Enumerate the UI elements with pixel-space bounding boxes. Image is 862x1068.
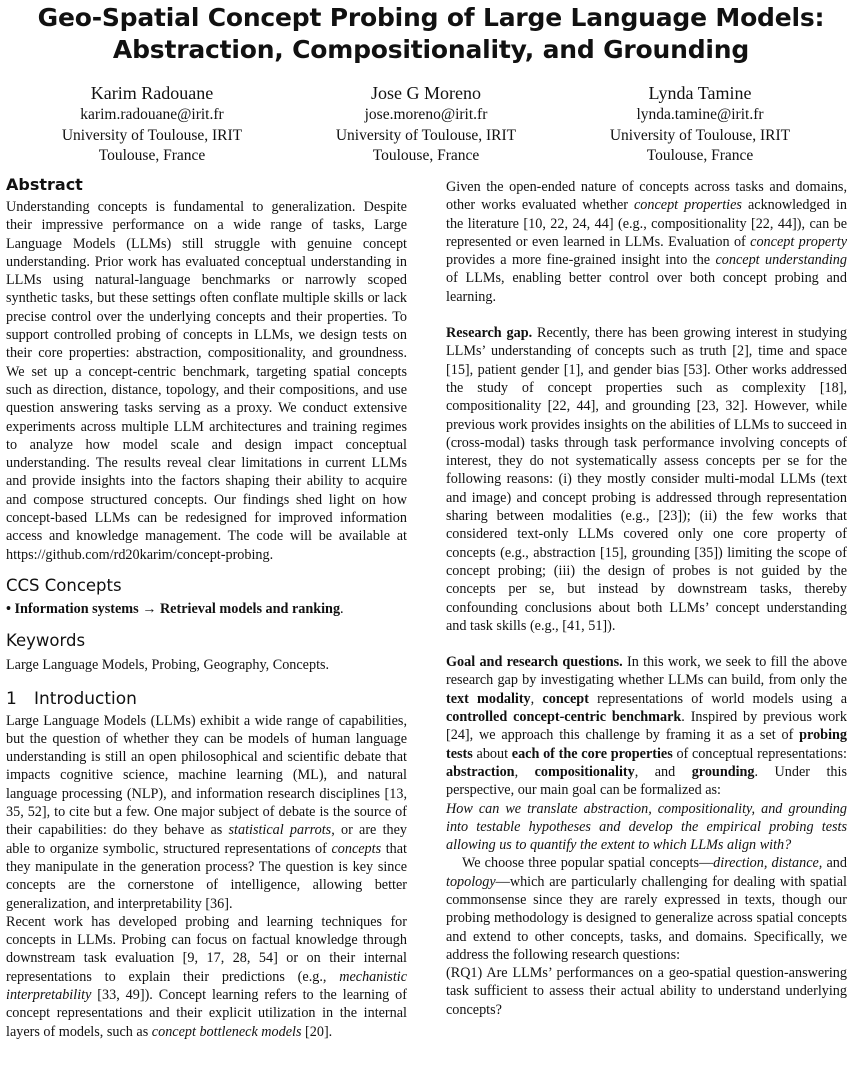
text-run: Given the open-ended nature of concepts across tasks and domains, other works evaluated whether: [446, 179, 847, 214]
right-column: [446, 178, 847, 1019]
text-run: ,: [530, 690, 543, 707]
text-run: provides a more fine-grained insight into the: [446, 252, 716, 269]
author-affiliation: University of Toulouse, IRIT: [335, 126, 517, 144]
text-run: Large Language Models (LLMs) exhibit a wide range of capabilities, but the question of whether they can be models of human language understanding is still an open philosophical and scientific debate that impacts cognitive science, machine learning (ML), and natural language processing (NLP), and information research disciplines [13, 35, 52], to cite but a few. One major subject of debate is the source of their capabilities: do they behave as: [6, 712, 407, 839]
bold-term: compositionality: [534, 763, 635, 780]
goal-heading: Goal and research questions.: [446, 654, 623, 671]
text-run: and: [822, 855, 847, 872]
text-run: , or are they able to organize symbolic, structured representations of: [6, 822, 407, 857]
intro-paragraph-1: [6, 712, 407, 913]
emphasis: concept property: [750, 233, 847, 250]
text-run: about: [472, 745, 512, 762]
keywords-text: Large Language Models, Probing, Geography, Concepts.: [6, 657, 330, 674]
section-title: Introduction: [34, 688, 137, 709]
author-name: Jose G Moreno: [371, 83, 481, 103]
text-run: acknowledged in the literature [10, 22, 24, 44] (e.g., compositionality [22, 44]), can be represented or even learned in LLMs. Evaluation of: [446, 197, 847, 250]
bold-term: probing tests: [446, 727, 847, 762]
research-gap-heading: Research gap.: [446, 325, 533, 342]
emphasis: statistical parrots: [228, 822, 332, 839]
text-run: representations of world models using a: [588, 690, 847, 707]
author-affiliation: University of Toulouse, IRIT: [609, 126, 791, 144]
emphasis: mechanistic interpretability: [6, 968, 407, 1003]
text-run: that they manipulate in the generation process? The question is key since concepts are the cornerstone of intelligence, allowing better generalization, and interpretability [36].: [6, 840, 407, 912]
ccs-period: .: [340, 600, 344, 617]
author-location: Toulouse, France: [646, 147, 754, 164]
bold-term: grounding: [691, 763, 755, 780]
right-paragraph-1: [446, 178, 847, 306]
goal-paragraph: [446, 653, 847, 799]
text-run: Recent work has developed probing and learning techniques for concepts in LLMs. Probing can focus on factual knowledge through downstream task evaluation [9, 17, 28, 54] or on their internal representations to explain their predictions (e.g.,: [6, 913, 407, 985]
emphasis: direction, distance,: [713, 855, 823, 872]
section-number: 1: [6, 688, 17, 709]
emphasis: concept understanding: [715, 252, 847, 269]
bold-term: concept: [542, 690, 589, 707]
bold-term: abstraction: [446, 763, 515, 780]
ccs-bullet: •: [6, 600, 11, 617]
text-run: of conceptual representations:: [672, 745, 848, 762]
text-run: Recently, there has been growing interest in studying LLMs’ understanding of concepts such as truth [2], time and space [15], patient gender [1], and gender bias [53]. Other works addressed the study of concept properties such as complexity [18], compositionality [22, 44], and grounding [23, 32]. However, while previous work provides insights on the abilities of LLMs to succeed in (cross-modal) tasks through task performance involving concepts of interest, they do not systematically assess concepts per se for the following reasons: (i) they mostly consider multi-modal LLMs (text and image) and concept probing is addressed through representation sharing between modalities (e.g., [23]); (ii) the few works that considered text-only LLMs covered only one core property of concepts (e.g., abstraction [15], grounding [35]) limiting the scope of concept probing; (iii) the design of probes is not guided by the concepts per se, but instead by downstream tasks, thereby confounding conclusions about both LLMs’ concept understanding and task skills (e.g., [41, 51]).: [446, 325, 847, 634]
ccs-item-information-systems: Information systems: [14, 600, 139, 617]
title-line-2: Abstraction, Compositionality, and Grounding: [112, 35, 750, 64]
author-1: [22, 82, 282, 167]
author-location: Toulouse, France: [372, 147, 480, 164]
bold-term: text modality: [446, 690, 531, 707]
author-affiliation: University of Toulouse, IRIT: [61, 126, 243, 144]
emphasis: concept bottleneck models: [151, 1023, 302, 1040]
research-gap-paragraph: [446, 324, 847, 635]
research-question-1: (RQ1) Are LLMs’ performances on a geo-spatial question-answering task sufficient to assess their actual ability to understand underlying concepts?: [446, 965, 847, 1018]
emphasis: How can we translate abstraction, compositionality, and grounding into testable hypotheses and develop the empirical probing tests allowing us to quantify the extent to which LLMs align with?: [446, 800, 847, 854]
paper-title: [0, 2, 862, 66]
title-line-1: Geo-Spatial Concept Probing of Large Language Models:: [37, 3, 825, 32]
text-run: —which are particularly challenging for dealing with spatial commonsense since they are rarely expressed in texts, though our probing methodology is designed to generalize across spatial concepts and extend to other concepts, tasks, and domains. Specifically, we address the following research questions:: [446, 873, 847, 963]
text-run: [20].: [301, 1023, 333, 1040]
left-column: [6, 174, 407, 1041]
main-goal-question: [446, 800, 847, 855]
author-email: lynda.tamine@irit.fr: [636, 106, 764, 123]
author-name: Karim Radouane: [90, 83, 214, 103]
text-run: of LLMs, enabling better control over both concept probing and learning.: [446, 270, 847, 305]
author-3: [570, 82, 830, 167]
bold-term: each of the core properties: [511, 745, 673, 762]
text-run: ,: [514, 763, 535, 780]
introduction-heading: [6, 688, 407, 710]
ccs-heading: CCS Concepts: [6, 575, 122, 595]
emphasis: topology: [446, 873, 496, 890]
author-2: [296, 82, 556, 167]
bold-term: controlled concept-centric benchmark: [446, 709, 682, 726]
text-run: , and: [634, 763, 692, 780]
emphasis: concept properties: [634, 197, 742, 214]
ccs-item-retrieval-models: Retrieval models and ranking: [159, 600, 341, 617]
abstract-heading: Abstract: [6, 175, 83, 194]
text-run: In this work, we seek to fill the above research gap by investigating whether LLMs can build, from only the: [446, 654, 847, 689]
author-email: karim.radouane@irit.fr: [80, 106, 224, 123]
text-run: . Inspired by previous work [24], we approach this challenge by framing it as a set of: [446, 709, 847, 744]
ccs-concepts: [6, 600, 407, 618]
spatial-concepts-paragraph: [446, 854, 847, 964]
author-email: jose.moreno@irit.fr: [364, 106, 488, 123]
text-run: . Under this perspective, our main goal can be formalized as:: [446, 763, 847, 799]
intro-paragraph-2: [6, 913, 407, 1041]
abstract-text: Understanding concepts is fundamental to generalization. Despite their impressive performance on a wide range of tasks, Large Language Models (LLMs) still struggle with genuine concept understanding. Prior work has evaluated conceptual understanding in LLMs using natural-language benchmarks or narrowly scoped synthetic tasks, but these settings often conflate multiple skills or lack precise control over the underlying concepts and their properties. To support controlled probing of concepts in LLMs, we design tests on their core properties: abstraction, compositionality, and groundness. We set up a concept-centric benchmark, targeting spatial concepts such as direction, distance, topology, and their compositions, and use question answering tasks serving as a proxy. We conduct extensive experiments across multiple LLM architectures and training regimes to analyze how model scale and design impact conceptual understanding. The results reveal clear limitations in current LLMs and provide insights into the factors shaping their ability to acquire and compose structured concepts. Our findings shed light on how concept-based LLMs can be redesigned for improved information access and knowledge management. The code will be available at https://github.com/rd20karim/concept-probing.: [6, 199, 407, 563]
keywords-heading: Keywords: [6, 631, 86, 651]
emphasis: concepts: [331, 840, 382, 857]
author-location: Toulouse, France: [98, 147, 206, 164]
text-run: [33, 49]). Concept learning refers to the learning of concept representations and their explicit utilization in the internal layers of models, such as: [6, 986, 407, 1040]
paragraph-gap: [446, 306, 847, 324]
text-run: We choose three popular spatial concepts—: [462, 855, 714, 872]
paragraph-gap: [446, 635, 847, 653]
arrow-icon: →: [142, 600, 157, 617]
author-name: Lynda Tamine: [648, 83, 752, 103]
